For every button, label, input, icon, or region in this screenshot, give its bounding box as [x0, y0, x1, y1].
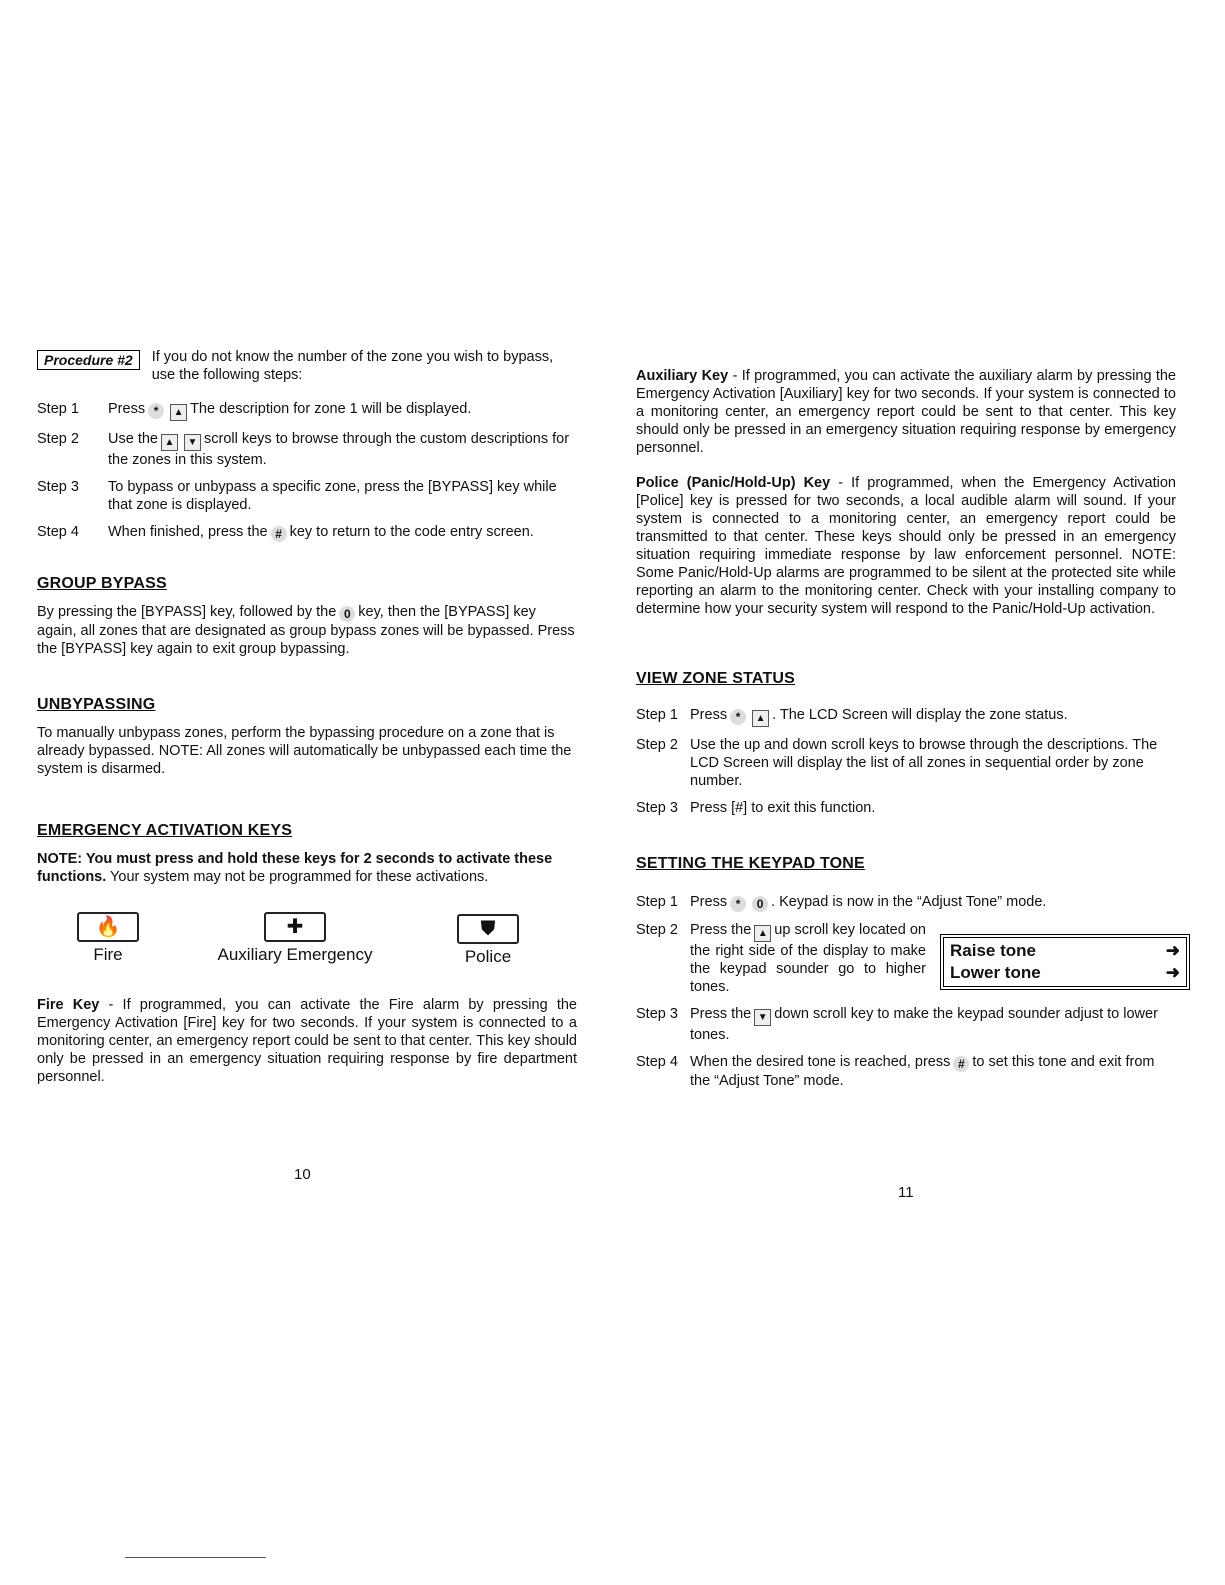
bypass-steps — [37, 400, 577, 551]
note-text: Your system may not be programmed for these activations. — [106, 869, 489, 885]
police-key-desc: - If programmed, when the Emergency Activation [Police] key is pressed for two seconds, a local audible alarm will sound. If your system is connected to a monitoring center, an emergency report could be transmitted to that center. These keys should only be pressed in an emergency situation requiring immediate response by law enforcement personnel. NOTE: Some Panic/Hold-Up alarms are programmed to be silent at the protected site while reporting an alarm to the monitoring center. Check with your installing company to determine how your security system will respond to the Panic/Hold-Up activation. — [636, 475, 1176, 617]
fire-key-text — [37, 996, 577, 1086]
step-number: Step 2 — [37, 431, 79, 447]
step — [636, 736, 1176, 790]
step — [37, 478, 577, 514]
lcd-row: Raise tone ➜ — [950, 941, 1180, 960]
page-number: 11 — [898, 1184, 914, 1201]
aux-key-desc: - If programmed, you can activate the auxiliary alarm by pressing the Emergency Activation [Auxiliary] key for two seconds. If your system is connected to a monitoring center, an emergency report could be sent to that center. This key should only be pressed in an emergency situation requiring response by emergency personnel. — [636, 368, 1177, 456]
zero-key-icon: 0 — [752, 896, 768, 912]
police-key-text — [636, 474, 1176, 618]
step-number: Step 4 — [37, 524, 79, 540]
step-text: Press the ▲ up scroll key located on the right side of the display to make the keypad sounder go to higher tones. — [690, 922, 926, 995]
step-text: Press the ▼ down scroll key to make the keypad sounder adjust to lower tones. — [690, 1006, 1158, 1043]
police-key — [448, 914, 528, 966]
step-text: Press * 0 . Keypad is now in the “Adjust Tone” mode. — [690, 894, 1047, 911]
step-number: Step 2 — [636, 922, 678, 938]
step-text: When finished, press the # key to return to the code entry screen. — [108, 524, 534, 541]
police-key-title: Police (Panic/Hold-Up) Key — [636, 475, 831, 491]
step — [636, 1053, 1176, 1090]
police-label: Police — [464, 947, 512, 966]
aux-key-title: Auxiliary Key — [636, 368, 729, 384]
link-underline — [125, 1557, 266, 1558]
step — [636, 893, 1176, 912]
unbypassing-text: To manually unbypass zones, perform the bypassing procedure on a zone that is already bypassed. NOTE: All zones will automatically be unbypassed each time the system is disarmed. — [37, 725, 572, 777]
fire-key-desc: - If programmed, you can activate the Fire alarm by pressing the Emergency Activation [Fire] key for two seconds. If your system is connected to a monitoring center, an emergency report could be sent to that center. This key should only be pressed in an emergency situation requiring response by fire department personnel. — [37, 997, 577, 1085]
group-bypass-section — [37, 575, 577, 658]
up-arrow-key-icon: ▲ — [170, 404, 187, 421]
step — [636, 706, 1176, 727]
zero-key-icon: 0 — [339, 606, 355, 622]
up-arrow-key-icon: ▲ — [752, 710, 769, 727]
step-text: Press * ▲ . The LCD Screen will display the zone status. — [690, 706, 1176, 727]
star-key-icon: * — [730, 709, 746, 725]
fire-key-title: Fire Key — [37, 997, 100, 1013]
procedure-label: Procedure #2 — [37, 350, 140, 370]
pound-key-icon: # — [953, 1056, 969, 1072]
note-bold: NOTE: You must press and hold these keys for 2 seconds to activate these functions. — [37, 851, 553, 885]
star-key-icon: * — [730, 896, 746, 912]
up-arrow-key-icon: ▲ — [754, 925, 771, 942]
step — [636, 799, 1176, 817]
step — [37, 430, 577, 469]
page-number: 10 — [294, 1166, 311, 1183]
lcd-row: Lower tone ➜ — [950, 963, 1180, 982]
auxiliary-key-text — [636, 367, 1176, 457]
auxiliary-label: Auxiliary Emergency — [217, 945, 373, 964]
section-title: UNBYPASSING — [37, 696, 156, 713]
step-number: Step 1 — [636, 707, 678, 723]
emergency-section — [37, 822, 577, 886]
star-key-icon: * — [148, 403, 164, 419]
step-number: Step 1 — [37, 401, 79, 417]
fire-label: Fire — [93, 945, 123, 964]
down-arrow-key-icon: ▼ — [184, 434, 201, 451]
step-text: To bypass or unbypass a specific zone, press the [BYPASS] key while that zone is displayed. — [108, 479, 557, 513]
arrow-right-icon: ➜ — [1165, 963, 1180, 982]
step-number: Step 3 — [636, 1006, 678, 1022]
arrow-right-icon: ➜ — [1165, 941, 1180, 960]
step-number: Step 3 — [37, 479, 79, 495]
section-title: EMERGENCY ACTIVATION KEYS — [37, 822, 293, 839]
procedure-intro: If you do not know the number of the zone you wish to bypass, use the following steps: — [151, 349, 554, 383]
step — [37, 523, 577, 542]
up-arrow-key-icon: ▲ — [161, 434, 178, 451]
cross-icon: ✚ — [264, 912, 326, 942]
view-zone-section — [636, 670, 1176, 826]
lcd-display — [940, 934, 1190, 990]
auxiliary-key — [200, 912, 390, 964]
fire-icon: 🔥 — [77, 912, 139, 942]
step-text: Use the up and down scroll keys to browse through the descriptions. The LCD Screen will display the list of all zones in sequential order by zone number. — [690, 737, 1158, 789]
pound-key-icon: # — [271, 526, 287, 542]
step-text: Press * ▲ The description for zone 1 will be displayed. — [108, 400, 577, 421]
section-title: SETTING THE KEYPAD TONE — [636, 855, 865, 872]
section-title: VIEW ZONE STATUS — [636, 670, 796, 687]
shield-icon: ⛊ — [457, 914, 519, 944]
step-number: Step 3 — [636, 800, 678, 816]
down-arrow-key-icon: ▼ — [754, 1009, 771, 1026]
step — [636, 1005, 1176, 1044]
step-text: Press [#] to exit this function. — [690, 800, 876, 816]
step-number: Step 2 — [636, 737, 678, 753]
step-text: When the desired tone is reached, press # to set this tone and exit from the “Adjust Tone” mode. — [690, 1054, 1155, 1089]
fire-key — [68, 912, 148, 964]
step-text: Use the ▲ ▼ scroll keys to browse through the custom descriptions for the zones in this system. — [108, 431, 570, 468]
section-title: GROUP BYPASS — [37, 575, 167, 592]
group-bypass-text: By pressing the [BYPASS] key, followed by the 0 key, then the [BYPASS] key again, all zones that are designated as group bypass zones will be bypassed. Press the [BYPASS] key again to exit group bypassing. — [37, 604, 575, 657]
step-number: Step 1 — [636, 894, 678, 910]
step — [37, 400, 577, 421]
procedure-2 — [37, 348, 577, 384]
step-number: Step 4 — [636, 1054, 678, 1070]
unbypassing-section — [37, 696, 577, 778]
